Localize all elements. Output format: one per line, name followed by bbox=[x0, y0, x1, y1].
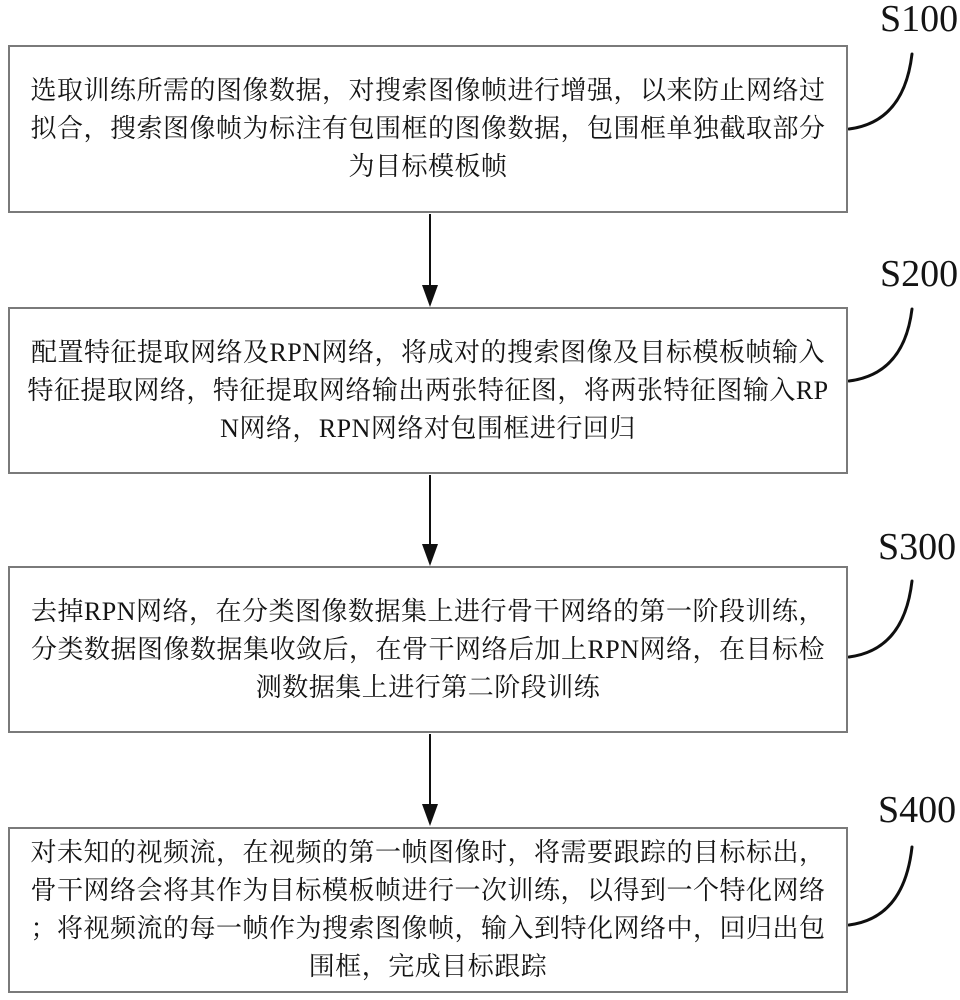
step-text-line: 拟合，搜索图像帧为标注有包围框的图像数据，包围框单独截取部分 bbox=[30, 114, 826, 143]
leader-curve-s100 bbox=[849, 54, 912, 129]
step-text-line: ；将视频流的每一帧作为搜索图像帧，输入到特化网络中，回归出包 bbox=[30, 914, 826, 943]
step-text-line: 分类数据图像数据集收敛后，在骨干网络后加上RPN网络，在目标检 bbox=[30, 634, 826, 664]
step-box-s200 bbox=[8, 307, 848, 474]
down-arrow-1 bbox=[422, 214, 438, 307]
step-text-line: 去掉RPN网络，在分类图像数据集上进行骨干网络的第一阶段训练， bbox=[30, 596, 826, 626]
down-arrow-3 bbox=[422, 734, 438, 826]
down-arrow-2 bbox=[422, 475, 438, 566]
step-text-line: 测数据集上进行第二阶段训练 bbox=[255, 672, 601, 702]
step-label-s200: S200 bbox=[880, 253, 959, 295]
leader-curve-s300 bbox=[849, 581, 912, 657]
step-box-s300 bbox=[8, 566, 848, 733]
step-box-s400 bbox=[8, 827, 848, 993]
arrowhead-icon bbox=[422, 285, 438, 307]
step-text-line: N网络，RPN网络对包围框进行回归 bbox=[220, 413, 636, 443]
step-label-s300: S300 bbox=[878, 526, 957, 568]
step-text-line: 围框，完成目标跟踪 bbox=[308, 952, 548, 981]
step-label-s100: S100 bbox=[880, 0, 959, 40]
arrowhead-icon bbox=[422, 544, 438, 566]
leader-curve-s400 bbox=[849, 847, 912, 925]
step-text-line: 对未知的视频流，在视频的第一帧图像时，将需要跟踪的目标标出， bbox=[30, 838, 826, 867]
step-text-line: 骨干网络会将其作为目标模板帧进行一次训练，以得到一个特化网络 bbox=[30, 876, 826, 905]
step-text-line: 配置特征提取网络及RPN网络，将成对的搜索图像及目标模板帧输入 bbox=[30, 337, 826, 367]
step-text-line: 选取训练所需的图像数据，对搜索图像帧进行增强，以来防止网络过 bbox=[30, 76, 826, 105]
leader-curve-s200 bbox=[849, 309, 912, 381]
step-text-line: 特征提取网络，特征提取网络输出两张特征图，将两张特征图输入RP bbox=[27, 375, 829, 405]
step-text-line: 为目标模板帧 bbox=[348, 152, 508, 181]
arrowhead-icon bbox=[422, 804, 438, 826]
step-box-s100 bbox=[8, 45, 848, 213]
step-label-s400: S400 bbox=[878, 789, 957, 831]
